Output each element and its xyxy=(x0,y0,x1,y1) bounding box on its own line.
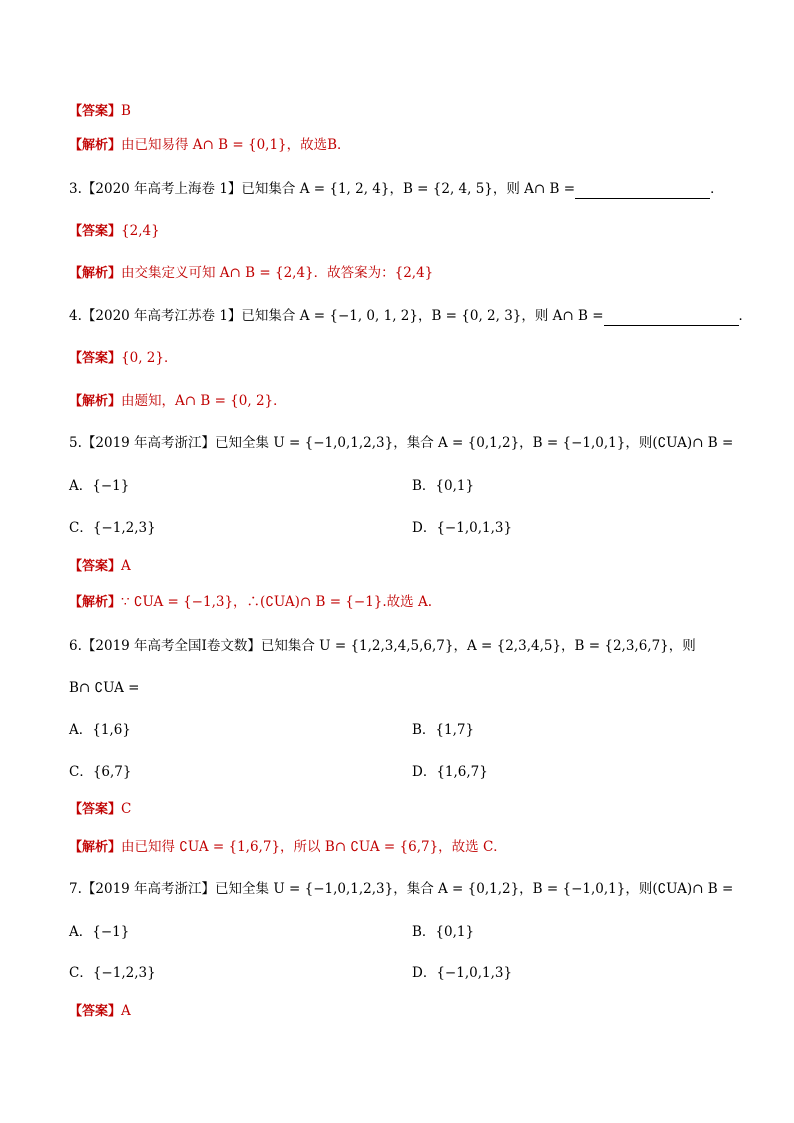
option-b[interactable]: B．{1,7} xyxy=(412,722,475,738)
explanation-text: 由已知易得 A∩ B = {0,1}，故选B． xyxy=(121,137,351,153)
explanation-5 xyxy=(69,592,734,613)
answer-tag: 【答案】 xyxy=(69,802,122,817)
answer-4 xyxy=(69,348,734,369)
option-a[interactable]: A．{−1} xyxy=(69,478,130,494)
explanation-text: ∵ ∁UA = {−1,3}，∴(∁UA)∩ B = {−1}.故选 A. xyxy=(121,594,433,610)
question-tail: ． xyxy=(710,181,724,197)
answer-6 xyxy=(69,799,734,820)
question-text: 已知集合 A = {1, 2, 4}，B = {2, 4, 5}，则 A∩ B = xyxy=(241,181,576,197)
explanation-tag: 【解析】 xyxy=(69,266,122,281)
option-c[interactable]: C．{6,7} xyxy=(69,764,132,780)
question-number: 7. xyxy=(69,881,82,897)
answer-blank[interactable] xyxy=(604,311,739,326)
answer-tag: 【答案】 xyxy=(69,224,122,239)
answer-tag: 【答案】 xyxy=(69,104,122,119)
option-d[interactable]: D．{−1,0,1,3} xyxy=(412,965,513,981)
question-text: B∩ ∁UA = xyxy=(69,680,140,696)
question-source: 【2019 年高考全国Ⅰ卷文数】 xyxy=(81,638,261,654)
answer-value: {0, 2}． xyxy=(121,350,178,366)
answer-value: C xyxy=(121,801,132,817)
answer-value: A xyxy=(121,1003,131,1019)
question-4 xyxy=(69,306,753,326)
question-text: 已知集合 U = {1,2,3,4,5,6,7}，A = {2,3,4,5}，B = {2,3,6,7}，则 xyxy=(260,638,696,654)
explanation-text: 由交集定义可知 A∩ B = {2,4}．故答案为：{2,4} xyxy=(121,265,434,281)
question-3 xyxy=(69,179,734,199)
answer-5 xyxy=(69,556,734,577)
explanation-tag: 【解析】 xyxy=(69,595,122,610)
explanation-4 xyxy=(69,391,734,412)
question-number: 5. xyxy=(69,435,82,451)
option-a[interactable]: A．{−1} xyxy=(69,924,130,940)
answer-tag: 【答案】 xyxy=(69,351,122,366)
answer-blank[interactable] xyxy=(575,184,710,199)
option-d[interactable]: D．{1,6,7} xyxy=(412,764,488,780)
explanation-text: 由已知得 ∁UA = {1,6,7}，所以 B∩ ∁UA = {6,7}，故选 C． xyxy=(121,839,507,855)
answer-value: B xyxy=(121,103,131,119)
answer-tag: 【答案】 xyxy=(69,1004,122,1019)
question-tail: ． xyxy=(738,308,753,324)
answer-7 xyxy=(69,1001,734,1022)
question-6-continued xyxy=(69,678,734,698)
explanation-tag: 【解析】 xyxy=(69,138,122,153)
question-source: 【2020 年高考江苏卷 1】 xyxy=(81,308,242,324)
question-7 xyxy=(69,879,734,899)
option-c[interactable]: C．{−1,2,3} xyxy=(69,965,156,981)
option-b[interactable]: B．{0,1} xyxy=(412,478,475,494)
option-b[interactable]: B．{0,1} xyxy=(412,924,475,940)
answer-3 xyxy=(69,221,734,242)
question-number: 4. xyxy=(69,308,82,324)
question-6 xyxy=(69,636,734,656)
option-d[interactable]: D．{−1,0,1,3} xyxy=(412,520,513,536)
explanation-tag: 【解析】 xyxy=(69,394,122,409)
question-source: 【2020 年高考上海卷 1】 xyxy=(81,181,242,197)
explanation-text: 由题知，A∩ B = {0, 2}． xyxy=(121,393,287,409)
option-c[interactable]: C．{−1,2,3} xyxy=(69,520,156,536)
answer-value: {2,4} xyxy=(121,223,160,239)
explanation-2 xyxy=(69,135,734,156)
question-source: 【2019 年高考浙江】 xyxy=(81,435,216,451)
question-text: 已知全集 U = {−1,0,1,2,3}，集合 A = {0,1,2}，B = {−1,0,1}，则(∁UA)∩ B = xyxy=(215,435,734,451)
explanation-3 xyxy=(69,263,734,284)
question-source: 【2019 年高考浙江】 xyxy=(81,881,216,897)
answer-value: A xyxy=(121,558,131,574)
explanation-tag: 【解析】 xyxy=(69,840,122,855)
question-5 xyxy=(69,433,734,453)
explanation-6 xyxy=(69,837,734,858)
question-text: 已知集合 A = {−1, 0, 1, 2}，B = {0, 2, 3}，则 A∩ B = xyxy=(241,308,604,324)
answer-tag: 【答案】 xyxy=(69,559,122,574)
question-text: 已知全集 U = {−1,0,1,2,3}，集合 A = {0,1,2}，B = {−1,0,1}，则(∁UA)∩ B = xyxy=(215,881,734,897)
answer-2 xyxy=(69,101,734,122)
question-number: 3. xyxy=(69,181,82,197)
question-number: 6. xyxy=(69,638,82,654)
option-a[interactable]: A．{1,6} xyxy=(69,722,131,738)
